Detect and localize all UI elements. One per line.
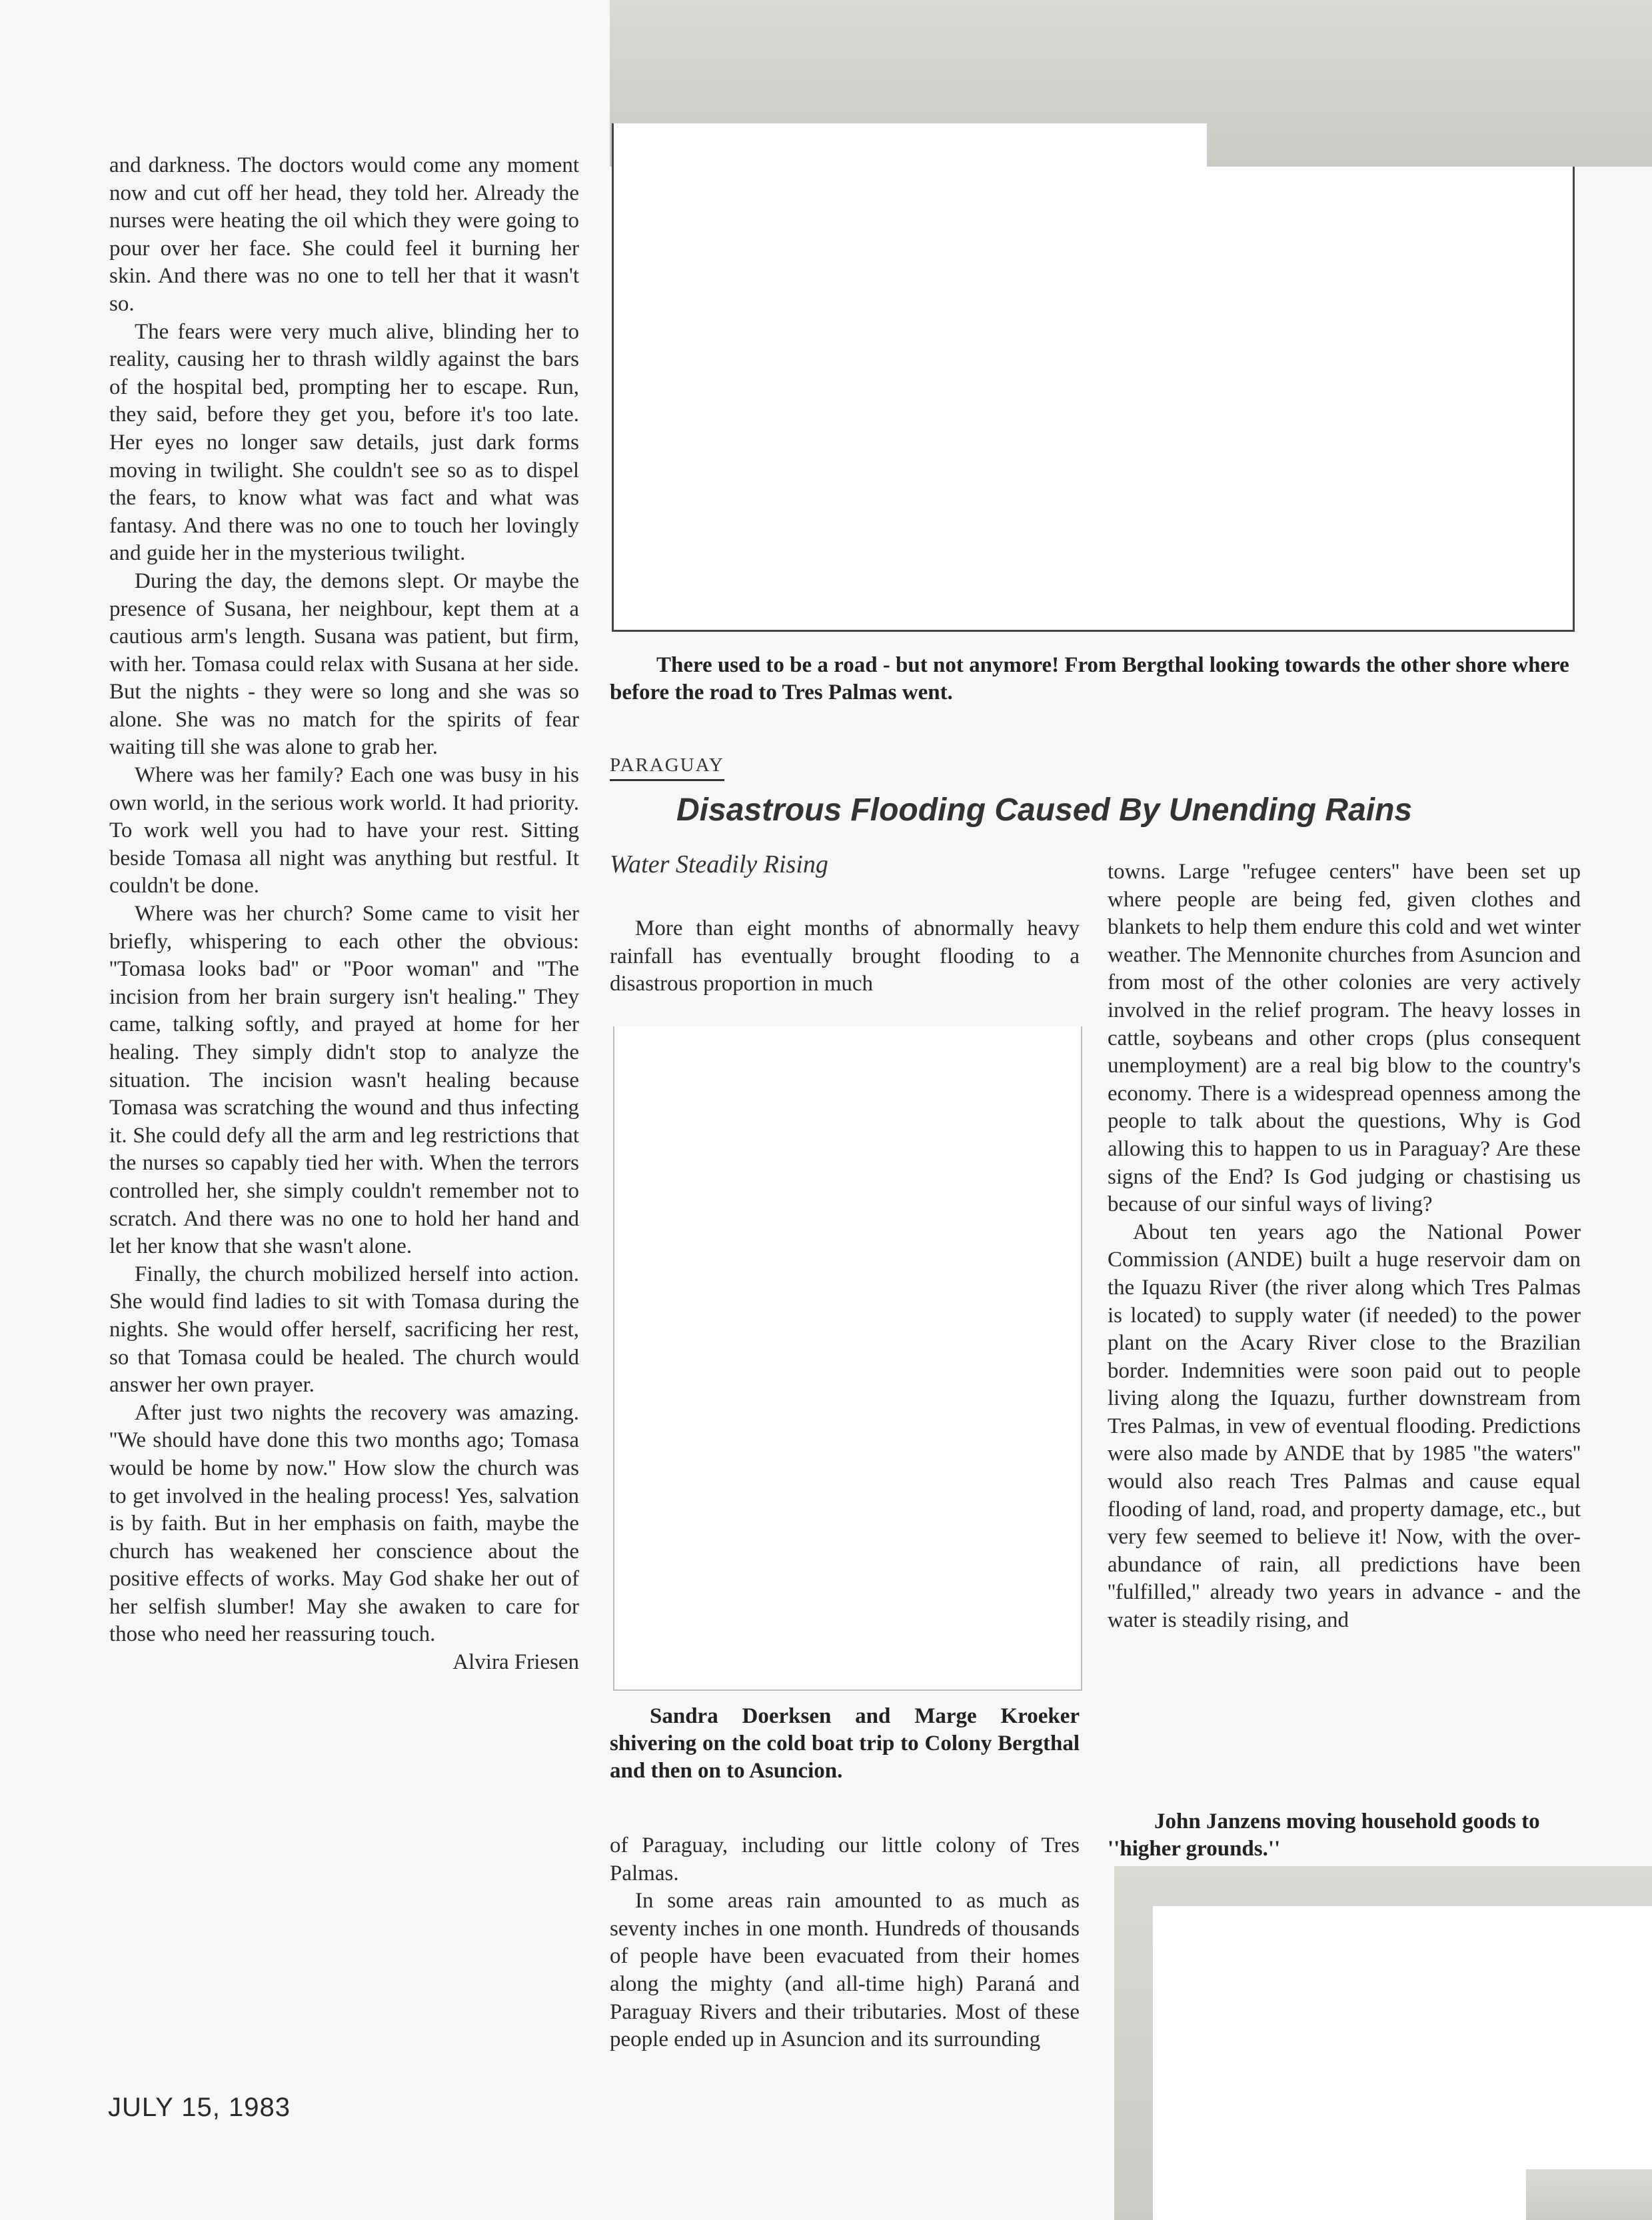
left-paragraph-2: The fears were very much alive, blinding her to reality, causing her to thrash wildly against the bars of the hospital bed, prompting her to escape. Run, they said, before they get you, before it's too late. Her eyes no longer saw details, just dark forms moving in twilight. She couldn't see so as to dispel the fears, to know what was fact and what was fantasy. And there was no one to touch her lovingly and guide her in the mysterious twilight. — [109, 319, 579, 566]
left-paragraph-4: Where was her family? Each one was busy in his own world, in the serious work world. It had priority. To work well you had to have your rest. Sitting beside Tomasa all night was anything but restful. It couldn't be done. — [109, 763, 579, 898]
section-tag: PARAGUAY — [610, 754, 724, 781]
middle-photo-caption: Sandra Doerksen and Marge Kroeker shivering on the cold boat trip to Colony Bergthal and then on to Asuncion. — [610, 1704, 1080, 1783]
article-subhead: Water Steadily Rising — [610, 850, 828, 878]
right-column — [1108, 858, 1581, 1635]
middle-paragraph-2: of Paraguay, including our little colony of Tres Palmas. — [610, 1833, 1080, 1885]
issue-date: JULY 15, 1983 — [108, 2093, 291, 2122]
left-column — [109, 152, 579, 1677]
top-photo-right — [1205, 167, 1575, 632]
middle-photo — [613, 1026, 1082, 1691]
bottom-corner-photo — [1526, 2169, 1652, 2220]
right-photo-caption: John Janzens moving household goods to ''higher grounds.'' — [1108, 1809, 1540, 1861]
middle-column-bottom — [610, 1832, 1080, 2054]
middle-column-top — [610, 915, 1080, 998]
right-paragraph-1: towns. Large ''refugee centers'' have been set up where people are being fed, given clothes and blankets to help them endure this cold and wet winter weather. The Mennonite churches from Asuncion and from most of the other colonies are very actively involved in the relief program. The heavy losses in cattle, soybeans and other crops (plus consequent unemployment) are a real big blow to the country's economy. There is a widespread openness among the people to talk about the questions, Why is God allowing this to happen to us in Paraguay? Are these signs of the End? Is God judging or chastising us because of our sinful ways of living? — [1108, 860, 1581, 1217]
middle-paragraph-1: More than eight months of abnormally heavy rainfall has eventually brought flooding to a disastrous proportion in much — [610, 916, 1080, 996]
left-paragraph-7: After just two nights the recovery was amazing. ''We should have done this two months ago; Tomasa would be home by now.'' How slow the church was to get involved in the healing process! Yes, salvation is by faith. But in her emphasis on faith, maybe the church has weakened her conscience about the positive effects of works. May God shake her out of her selfish slumber! May she awaken to care for those who need her reassuring touch. — [109, 1400, 579, 1647]
left-paragraph-6: Finally, the church mobilized herself into action. She would find ladies to sit with Tomasa during the nights. She would offer herself, sacrificing her rest, so that Tomasa could be healed. The church would answer her own prayer. — [109, 1262, 579, 1398]
article-author: Alvira Friesen — [452, 1650, 579, 1675]
article-headline: Disastrous Flooding Caused By Unending Rains — [676, 792, 1413, 828]
right-paragraph-2: About ten years ago the National Power Commission (ANDE) built a huge reservoir dam on the Iquazu River (the river along which Tres Palmas is located) to supply water (if needed) to the power plant on the Acary River close to the Brazilian border. Indemnities were soon paid out to people living along the Iquazu, further downstream from Tres Palmas, in vew of eventual flooding. Predictions were also made by ANDE that by 1985 ''the waters'' would also reach Tres Palmas and cause equal flooding of land, road, and property damage, etc., but very few seemed to believe it! Now, with the over-abundance of rain, all predictions have been ''fulfilled,'' already two years in advance - and the water is steadily rising, and — [1108, 1220, 1581, 1633]
left-paragraph-5: Where was her church? Some came to visit her briefly, whispering to each other the obvious: ''Tomasa looks bad'' or ''Poor woman'' and ''The incision from her brain surgery isn't healing.'' They came, talking softly, and prayed at home for her healing. They simply didn't stop to analyze the situation. The incision wasn't healing because Tomasa was scratching the wound and thus infecting it. She could defy all the arm and leg restrictions that the nurses so capably tied her with. When the terrors controlled her, she simply couldn't remember not to scratch. And there was no one to hold her hand and let her know that she wasn't alone. — [109, 902, 579, 1259]
left-paragraph-3: During the day, the demons slept. Or maybe the presence of Susana, her neighbour, kept them at a cautious arm's length. Susana was patient, but firm, with her. Tomasa could relax with Susana at her side. But the nights - they were so long and she was so alone. She was no match for the spirits of fear waiting till she was alone to grab her. — [109, 568, 579, 760]
middle-paragraph-3: In some areas rain amounted to as much as seventy inches in one month. Hundreds of thousands of people have been evacuated from their homes along the mighty (and all-time high) Paraná and Paraguay Rivers and their tributaries. Most of these people ended up in Asuncion and its surrounding — [610, 1889, 1080, 2052]
left-paragraph-1: and darkness. The doctors would come any moment now and cut off her head, they told her. Already the nurses were heating the oil which they were going to pour over her face. She could feel it burning her skin. And there was no one to tell her that it wasn't so. — [109, 153, 579, 316]
top-photo — [612, 123, 1207, 632]
top-photo-caption: There used to be a road - but not anymore! From Bergthal looking towards the other shore where before the road to Tres Palmas went. — [610, 653, 1569, 704]
